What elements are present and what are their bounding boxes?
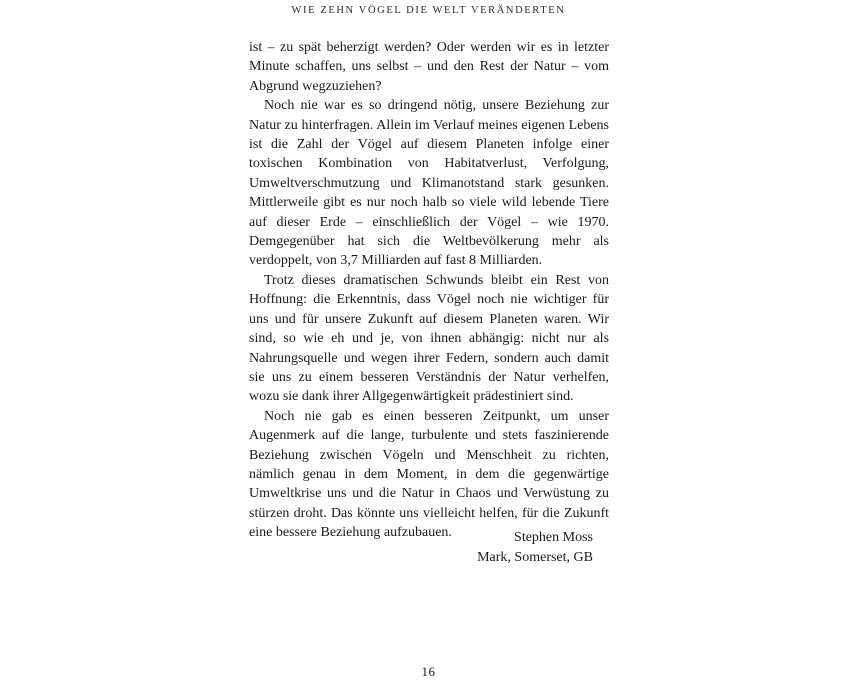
- paragraph: Noch nie gab es einen besseren Zeitpunkt, um unser Augenmerk auf die lange, turbulente und stets faszinierende Beziehung zwischen Vögeln und Menschheit zu richten, nämlich genau in dem Moment, in dem die gegenwärtige Umweltkrise uns und die Natur in Chaos und Verwüstung zu stürzen droht. Das könnte uns vielleicht helfen, für die Zukunft eine bessere Beziehung aufzubauen.: [249, 408, 609, 541]
- body-text: [249, 38, 609, 543]
- paragraph: Noch nie war es so dringend nötig, unsere Beziehung zur Natur zu hinterfragen. Allein im Verlauf meines eigenen Lebens ist die Zahl der Vögel auf diesem Planeten infolge einer toxischen Kombination von Habitatverlust, Verfolgung, Umweltverschmutzung und Klimanotstand stark gesunken. Mittlerweile gibt es nur noch halb so viele wild lebende Tiere auf dieser Erde – einschließlich der Vögel – wie 1970. Demgegenüber hat sich die Weltbevölkerung mehr als verdoppelt, von 3,7 Milliarden auf fast 8 Milliarden.: [249, 98, 609, 269]
- signature-place: Mark, Somerset, GB: [477, 550, 593, 565]
- signature-author: Stephen Moss: [514, 530, 593, 545]
- paragraph: ist – zu spät beherzigt werden? Oder werden wir es in letzter Minute schaffen, uns selbst – und den Rest der Natur – vom Abgrund wegzuziehen?: [249, 40, 609, 94]
- page-number: 16: [421, 664, 436, 679]
- paragraph: Trotz dieses dramatischen Schwunds bleibt ein Rest von Hoffnung: die Erkenntnis, dass Vögel noch nie wichtiger für uns und für unsere Zukunft auf diesem Planeten waren. Wir sind, so wie eh und je, von ihnen abhängig: nicht nur als Nahrungsquelle und wegen ihrer Federn, sondern auch damit sie uns zu einem besseren Verständnis der Natur verhelfen, wozu sie dank ihrer Allgegenwärtigkeit prädestiniert sind.: [249, 272, 609, 405]
- signature-block: [477, 528, 593, 568]
- running-header: WIE ZEHN VÖGEL DIE WELT VERÄNDERTEN: [291, 5, 566, 16]
